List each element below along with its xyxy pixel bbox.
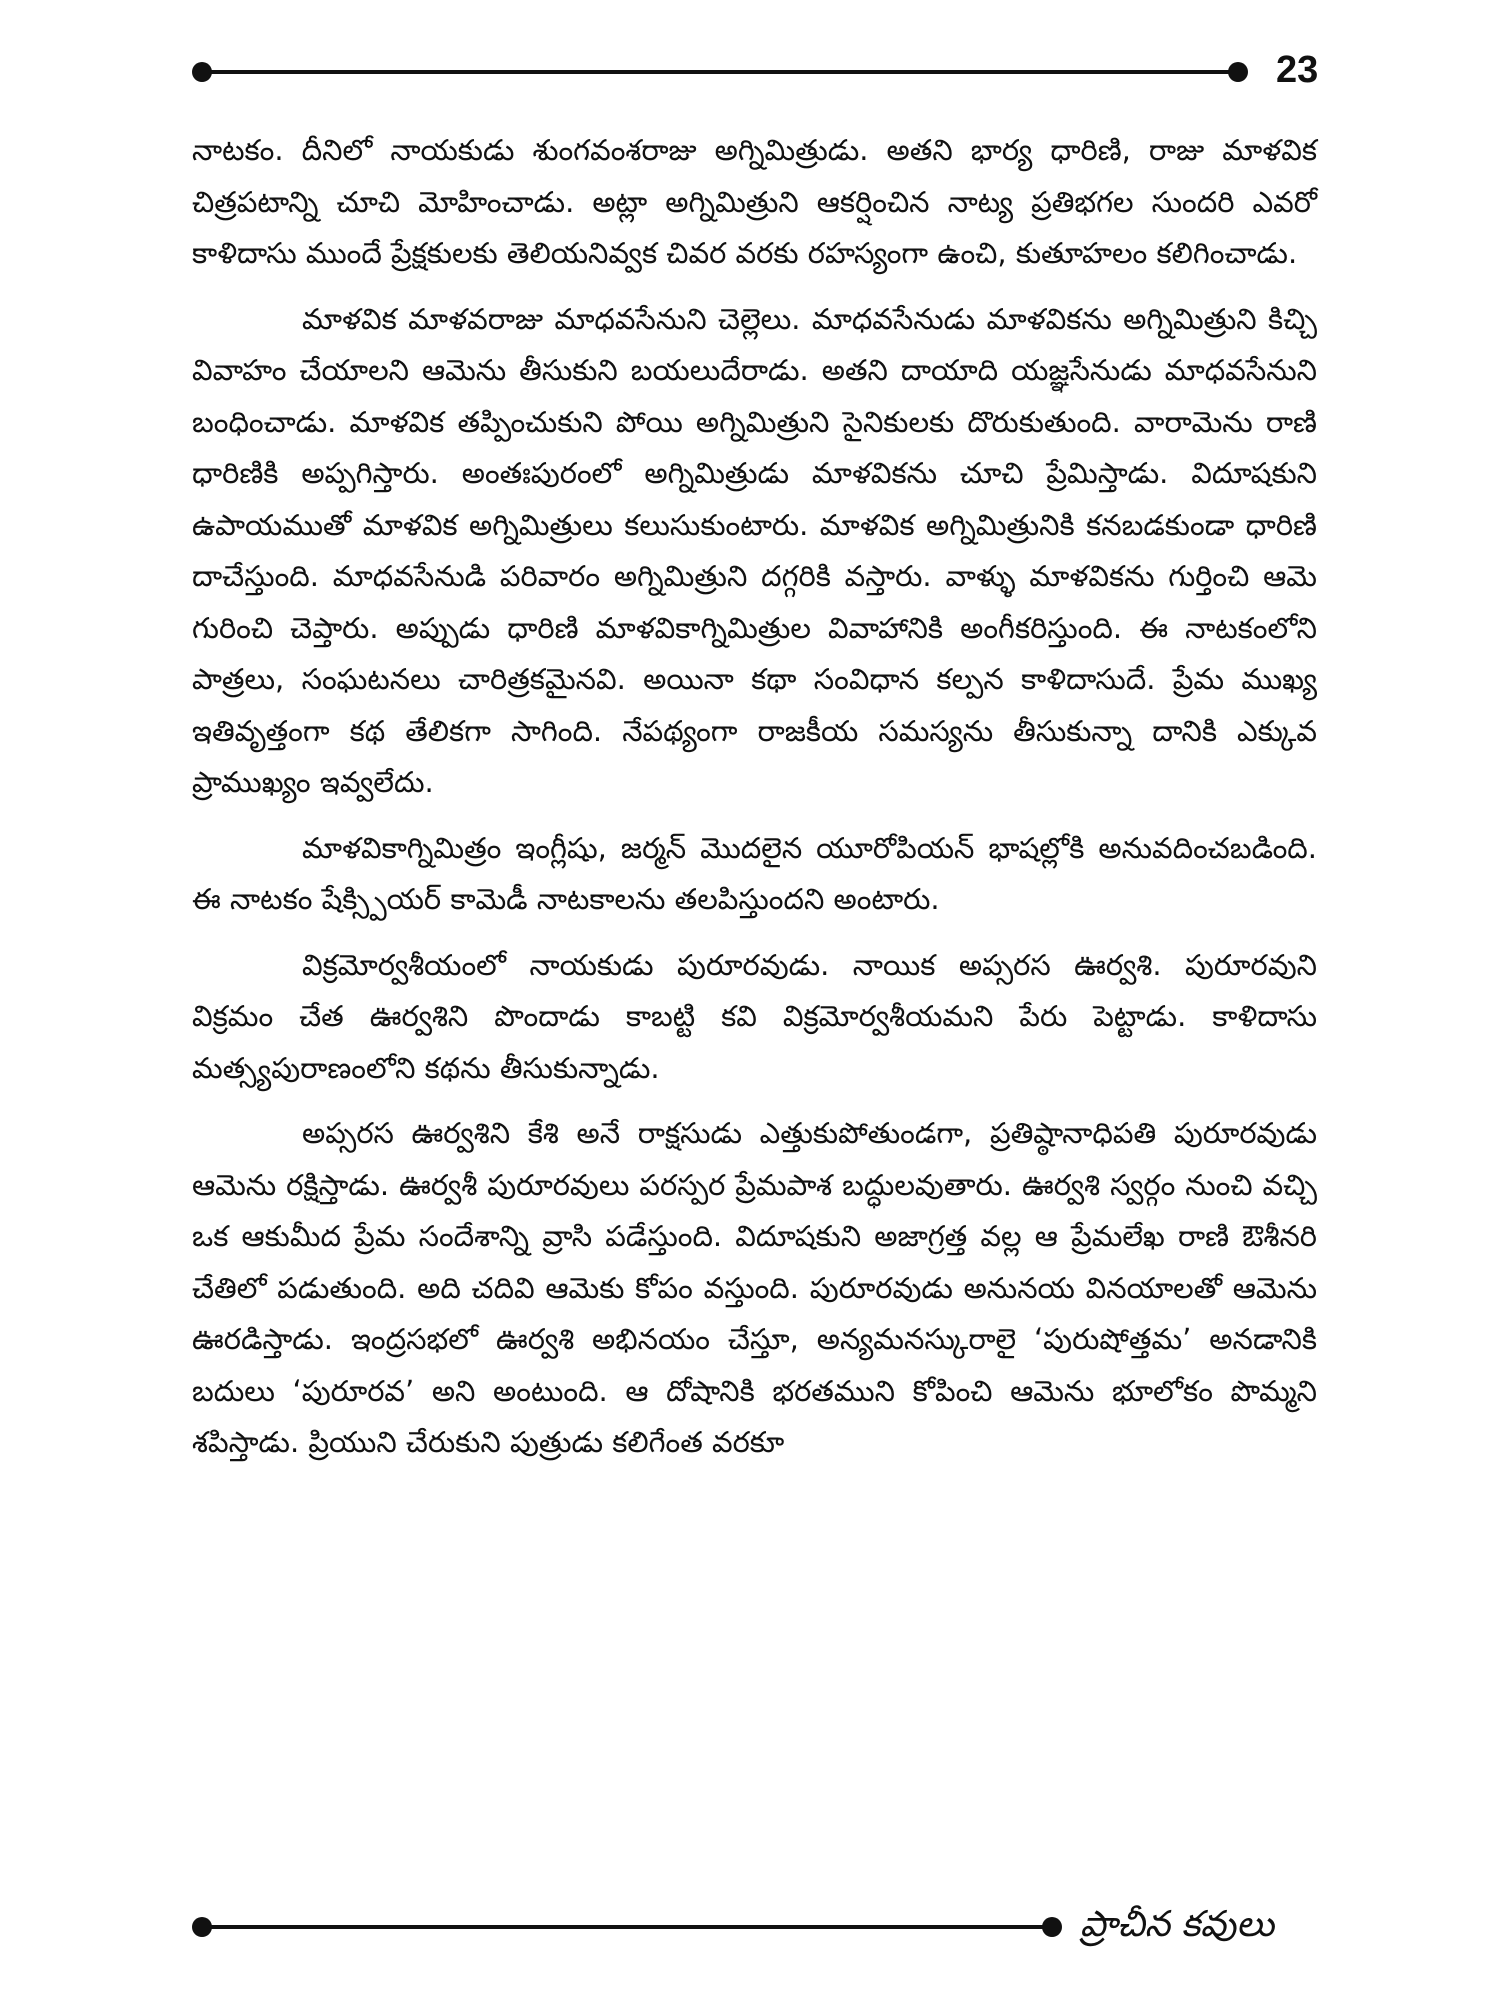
paragraph: అప్సరస ఊర్వశిని కేశి అనే రాక్షసుడు ఎత్తుకుపోతుండగా, ప్రతిష్ఠానాధిపతి పురూరవుడు ఆమెను రక్షిస్తాడు. ఊర్వశీ పురూరవులు పరస్పర ప్రేమపాశ బద్ధులవుతారు. ఊర్వశి స్వర్గం నుంచి వచ్చి ఒక ఆకుమీద ప్రేమ సందేశాన్ని వ్రాసి పడేస్తుంది. విదూషకుని అజాగ్రత్త వల్ల ఆ ప్రేమలేఖ రాణి ఔశీనరి చేతిలో పడుతుంది. అది చదివి ఆమెకు కోపం వస్తుంది. పురూరవుడు అనునయ వినయాలతో ఆమెను ఊరడిస్తాడు. ఇంద్రసభలో ఊర్వశి అభినయం చేస్తూ, అన్యమనస్కురాలై ‘పురుషోత్తమ’ అనడానికి బదులు ‘పురూరవ’ అని అంటుంది. ఆ దోషానికి భరతముని కోపించి ఆమెను భూలోకం పొమ్మని శపిస్తాడు. ప్రియుని చేరుకుని పుత్రుడు కలిగేంత వరకూ xyxy=(192,1116,1317,1459)
body-text xyxy=(192,125,1317,1483)
header-rule xyxy=(200,70,1230,74)
paragraph: నాటకం. దీనిలో నాయకుడు శుంగవంశరాజు అగ్నిమిత్రుడు. అతని భార్య ధారిణి, రాజు మాళవిక చిత్రపటాన్ని చూచి మోహించాడు. అట్లా అగ్నిమిత్రుని ఆకర్షించిన నాట్య ప్రతిభగల సుందరి ఎవరో కాళిదాసు ముందే ప్రేక్షకులకు తెలియనివ్వక చివర వరకు రహస్యంగా ఉంచి, కుతూహలం కలిగించాడు. xyxy=(192,133,1317,270)
page-number: 23 xyxy=(1276,49,1319,91)
footer-rule xyxy=(200,1925,1050,1929)
paragraph: మాళవిక మాళవరాజు మాధవసేనుని చెల్లెలు. మాధవసేనుడు మాళవికను అగ్నిమిత్రుని కిచ్చి వివాహం చేయాలని ఆమెను తీసుకుని బయలుదేరాడు. అతని దాయాది యజ్ఞసేనుడు మాధవసేనుని బంధించాడు. మాళవిక తప్పించుకుని పోయి అగ్నిమిత్రుని సైనికులకు దొరుకుతుంది. వారామెను రాణి ధారిణికి అప్పగిస్తారు. అంతఃపురంలో అగ్నిమిత్రుడు మాళవికను చూచి ప్రేమిస్తాడు. విదూషకుని ఉపాయముతో మాళవిక అగ్నిమిత్రులు కలుసుకుంటారు. మాళవిక అగ్నిమిత్రునికి కనబడకుండా ధారిణి దాచేస్తుంది. మాధవసేనుడి పరివారం అగ్నిమిత్రుని దగ్గరికి వస్తారు. వాళ్ళు మాళవికను గుర్తించి ఆమె గురించి చెప్తారు. అప్పుడు ధారిణి మాళవికాగ్నిమిత్రుల వివాహానికి అంగీకరిస్తుంది. ఈ నాటకంలోని పాత్రలు, సంఘటనలు చారిత్రకమైనవి. అయినా కథా సంవిధాన కల్పన కాళిదాసుదే. ప్రేమ ముఖ్య ఇతివృత్తంగా కథ తేలికగా సాగింది. నేపథ్యంగా రాజకీయ సమస్యను తీసుకున్నా దానికి ఎక్కువ ప్రాముఖ్యం ఇవ్వలేదు. xyxy=(192,301,1317,799)
paragraph: విక్రమోర్వశీయంలో నాయకుడు పురూరవుడు. నాయిక అప్సరస ఊర్వశి. పురూరవుని విక్రమం చేత ఊర్వశిని పొందాడు కాబట్టి కవి విక్రమోర్వశీయమని పేరు పెట్టాడు. కాళిదాసు మత్స్యపురాణంలోని కథను తీసుకున్నాడు. xyxy=(192,947,1317,1085)
header-rule-dot-right xyxy=(1228,62,1248,82)
book-title: ప్రాచీన కవులు xyxy=(1080,1904,1275,1945)
header-rule-dot-left xyxy=(192,62,212,82)
footer-rule-dot-right xyxy=(1042,1917,1062,1937)
footer-rule-dot-left xyxy=(192,1917,212,1937)
paragraph: మాళవికాగ్నిమిత్రం ఇంగ్లీషు, జర్మన్ మొదలైన యూరోపియన్ భాషల్లోకి అనువదించబడింది. ఈ నాటకం షేక్స్పియర్ కామెడీ నాటకాలను తలపిస్తుందని అంటారు. xyxy=(192,830,1317,916)
